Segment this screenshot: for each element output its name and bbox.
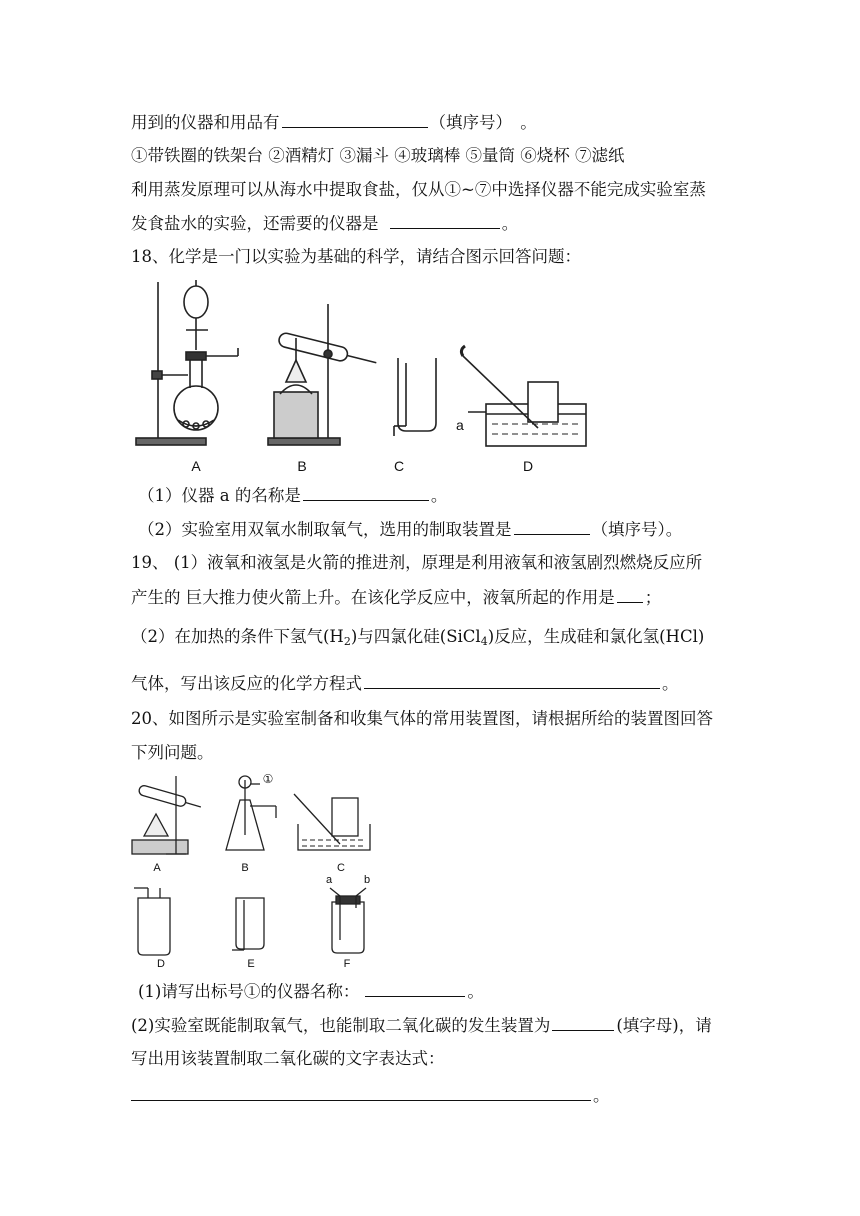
q18-part-2-suffix: （填序号）。 xyxy=(591,520,683,539)
q20-part-2-line-2: 写出用该装置制取二氧化碳的文字表达式： xyxy=(131,1049,445,1068)
q18-part-1-text: （1）仪器 a 的名称是 xyxy=(138,486,301,505)
q18-answer-blank-1[interactable] xyxy=(303,484,429,501)
q19-line-4-suffix: 。 xyxy=(662,674,679,693)
q17-line-1-suffix: （填序号） 。 xyxy=(429,113,537,132)
q18-fig-label-a: A xyxy=(191,458,201,474)
q20-apparatus-figure xyxy=(126,770,386,975)
q20-part-2-mid: (填字母)，请 xyxy=(616,1016,712,1035)
q20-answer-blank-1[interactable] xyxy=(365,980,465,997)
q18-part-2 xyxy=(138,518,682,541)
q19-line-2 xyxy=(131,586,661,609)
q20-line-1: 20、如图所示是实验室制备和收集气体的常用装置图，请根据所给的装置图回答 xyxy=(131,709,713,728)
q18-stem: 18、化学是一门以实验为基础的科学，请结合图示回答问题： xyxy=(131,247,581,266)
q20-part-2-end: 。 xyxy=(593,1086,610,1105)
q18-label-instrument-a: a xyxy=(456,417,464,433)
q19-line-3-b: )与四氯化硅(SiCl xyxy=(350,627,481,646)
q20-fig-label-f: F xyxy=(343,958,351,970)
q17-items-line: ①带铁圈的铁架台 ②酒精灯 ③漏斗 ④玻璃棒 ⑤量筒 ⑥烧杯 ⑦滤纸 xyxy=(131,146,625,165)
q20-fig-label-d: D xyxy=(157,958,165,970)
q20-fig-label-c: C xyxy=(337,862,345,874)
q17-line-4-text: 发食盐水的实验，还需要的仪器是 xyxy=(131,214,379,233)
q19-line-2-text: 产生的 巨大推力使火箭上升。在该化学反应中，液氧所起的作用是 xyxy=(131,588,615,607)
q18-fig-label-c: C xyxy=(393,458,405,474)
q18-apparatus-figure xyxy=(128,278,598,478)
q17-answer-blank-1[interactable] xyxy=(282,111,428,128)
q17-line-4-suffix: 。 xyxy=(501,214,519,233)
q18-fig-label-d: D xyxy=(522,458,534,474)
q17-line-1-text: 用到的仪器和用品有 xyxy=(131,113,280,132)
q20-line-2: 下列问题。 xyxy=(131,743,214,762)
q20-marker-1: ① xyxy=(262,772,274,786)
q18-apparatus-drawing xyxy=(128,278,598,478)
q18-part-2-text: （2）实验室用双氧水制取氧气，选用的制取装置是 xyxy=(138,520,512,539)
q20-part-2-line-1 xyxy=(131,1014,712,1037)
q19-line-4 xyxy=(131,672,679,695)
q18-fig-label-b: B xyxy=(297,458,307,474)
q20-label-b: b xyxy=(363,874,371,886)
q20-part-1-suffix: 。 xyxy=(467,982,484,1001)
q20-part-1-text: (1)请写出标号①的仪器名称： xyxy=(138,982,360,1001)
q20-fig-label-e: E xyxy=(247,958,255,970)
q19-answer-blank-2[interactable] xyxy=(364,672,660,689)
q19-line-3-a: （2）在加热的条件下氢气(H xyxy=(131,627,344,646)
q20-answer-blank-3[interactable] xyxy=(131,1084,591,1101)
q18-part-1 xyxy=(138,484,447,507)
q17-line-3: 利用蒸发原理可以从海水中提取食盐，仅从①~⑦中选择仪器不能完成实验室蒸 xyxy=(131,180,706,199)
q20-part-2-line-3 xyxy=(131,1084,610,1107)
q17-line-4 xyxy=(131,212,518,235)
q20-answer-blank-2[interactable] xyxy=(552,1014,614,1031)
q19-line-3-sub-2: 4 xyxy=(480,635,488,648)
q18-part-1-suffix: 。 xyxy=(430,486,448,505)
q18-answer-blank-2[interactable] xyxy=(514,518,590,535)
q20-fig-label-b: B xyxy=(241,862,249,874)
q20-label-a: a xyxy=(325,874,333,886)
q19-line-3-sub-1: 2 xyxy=(343,635,351,648)
q20-part-2-text: (2)实验室既能制取氧气，也能制取二氧化碳的发生装置为 xyxy=(131,1016,551,1035)
q17-answer-blank-2[interactable] xyxy=(390,212,500,229)
q20-part-1 xyxy=(138,980,484,1003)
q17-line-1 xyxy=(131,111,537,134)
q19-line-3 xyxy=(131,626,704,653)
q19-line-4-text: 气体，写出该反应的化学方程式 xyxy=(131,674,362,693)
q19-answer-blank-1[interactable] xyxy=(617,586,643,603)
q19-line-3-c: )反应，生成硅和氯化氢(HCl) xyxy=(487,627,705,646)
q20-fig-label-a: A xyxy=(153,862,161,874)
q19-line-2-suffix: ； xyxy=(644,588,662,607)
q19-line-1: 19、 (1）液氧和液氢是火箭的推进剂，原理是利用液氧和液氢剧烈燃烧反应所 xyxy=(131,553,703,572)
